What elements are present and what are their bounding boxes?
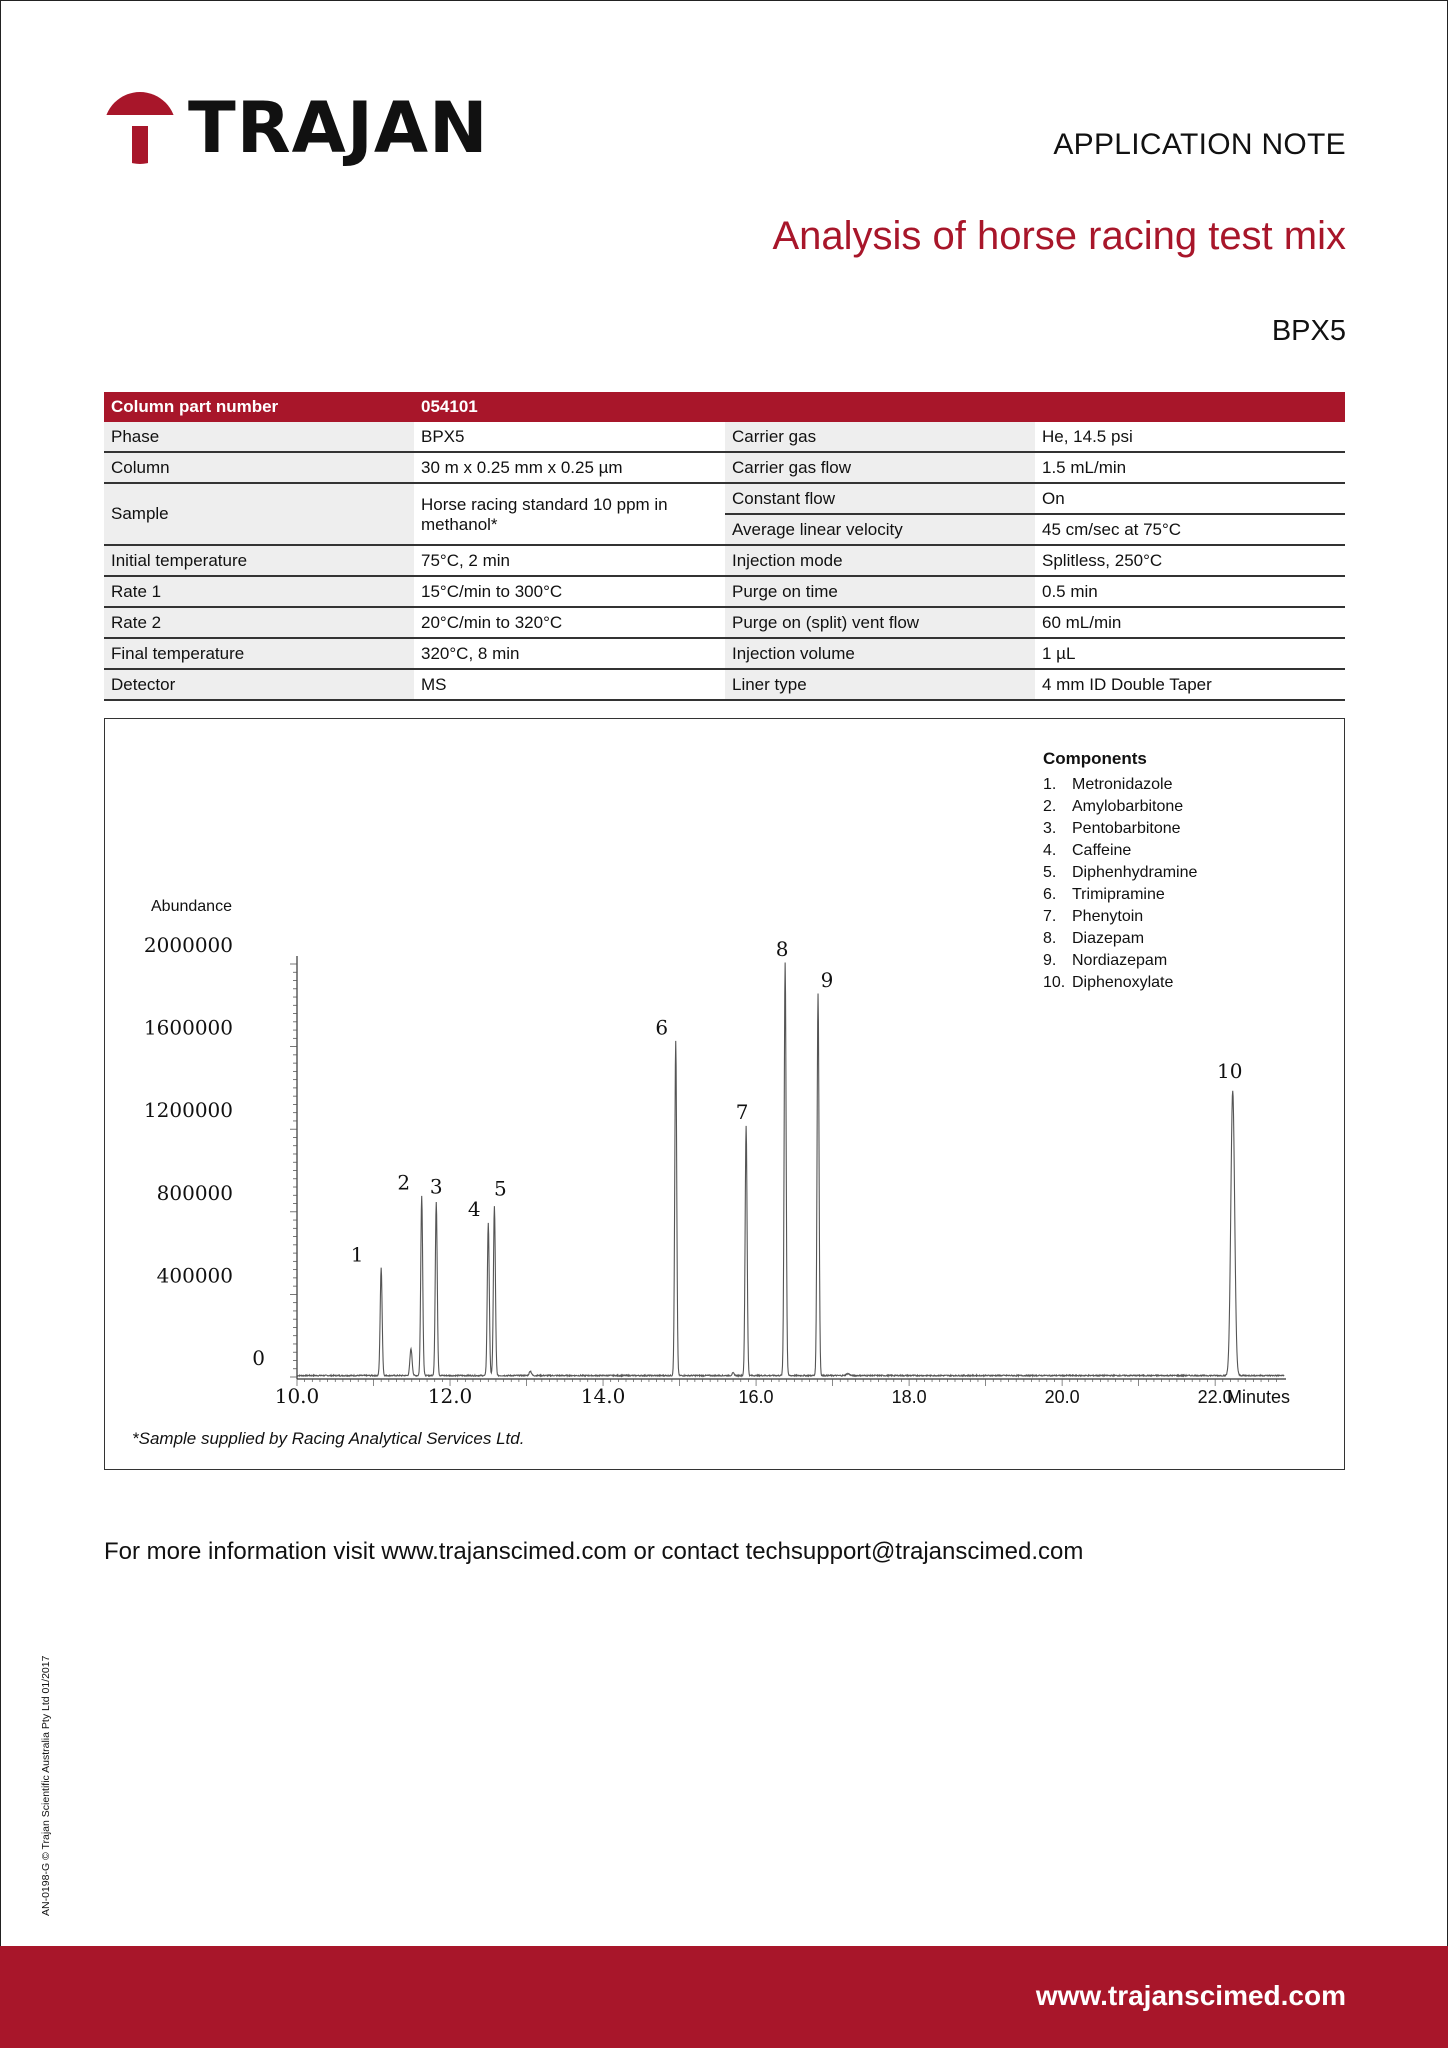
table-row: [104, 452, 1345, 483]
spec-value: 4 mm ID Double Taper: [1035, 669, 1345, 700]
spec-label: Purge on time: [725, 576, 1035, 607]
legend-item: [1043, 950, 1197, 972]
peak-label: 3: [429, 1174, 443, 1199]
peak-label: 9: [820, 967, 834, 992]
contact-info: For more information visit www.trajanscimed.com or contact techsupport@trajanscimed.com: [104, 1538, 1084, 1565]
legend-item: [1043, 796, 1197, 818]
legend-item-label: Nordiazepam: [1072, 952, 1168, 969]
spec-value: 75°C, 2 min: [414, 545, 725, 576]
spec-value: 20°C/min to 320°C: [414, 607, 725, 638]
peak-label: 2: [397, 1170, 411, 1195]
spec-label: Injection volume: [725, 638, 1035, 669]
table-row: [104, 422, 1345, 452]
chromatogram-panel: [104, 718, 1345, 1470]
spec-value: BPX5: [414, 422, 725, 452]
application-note-label: APPLICATION NOTE: [1053, 128, 1346, 161]
spec-value: Splitless, 250°C: [1035, 545, 1345, 576]
components-legend: [1043, 749, 1197, 994]
legend-item-number: 4.: [1043, 842, 1057, 859]
spec-value: 15°C/min to 300°C: [414, 576, 725, 607]
legend-item-number: 7.: [1043, 908, 1057, 925]
y-tick-label: 400000: [156, 1263, 233, 1288]
x-tick-label: 14.0: [580, 1384, 626, 1408]
document-code: AN-0198-G © Trajan Scientific Australia Pty Ltd 01/2017: [40, 1655, 52, 1916]
spec-label: Liner type: [725, 669, 1035, 700]
legend-item-number: 10.: [1043, 974, 1066, 991]
legend-item-label: Caffeine: [1072, 842, 1132, 859]
spec-label: Sample: [104, 483, 414, 545]
table-row: [104, 669, 1345, 700]
spec-label: Final temperature: [104, 638, 414, 669]
x-tick-label: 12.0: [427, 1384, 473, 1408]
table-row: [104, 576, 1345, 607]
column-part-number-label: Column part number: [104, 392, 414, 422]
legend-item-label: Trimipramine: [1072, 886, 1165, 903]
spec-value: 320°C, 8 min: [414, 638, 725, 669]
spec-label: Carrier gas flow: [725, 452, 1035, 483]
page-title: Analysis of horse racing test mix: [772, 214, 1346, 258]
spec-label: Carrier gas: [725, 422, 1035, 452]
y-tick-label: 800000: [156, 1180, 233, 1205]
legend-item-number: 6.: [1043, 886, 1057, 903]
legend-item-number: 2.: [1043, 798, 1057, 815]
legend-item: [1043, 906, 1197, 928]
y-tick-label: 0: [252, 1346, 265, 1370]
spec-value: 30 m x 0.25 mm x 0.25 µm: [414, 452, 725, 483]
y-tick-label: 1600000: [143, 1015, 233, 1040]
x-tick-label: 10.0: [274, 1384, 320, 1408]
specifications-table: [104, 392, 1345, 701]
spec-value: 0.5 min: [1035, 576, 1345, 607]
spec-label: Constant flow: [725, 483, 1035, 514]
trajan-logo: [104, 87, 489, 169]
spec-value: 60 mL/min: [1035, 607, 1345, 638]
legend-item-label: Phenytoin: [1072, 908, 1144, 925]
legend-item-number: 9.: [1043, 952, 1057, 969]
spec-label: Initial temperature: [104, 545, 414, 576]
peak-label: 1: [350, 1242, 364, 1267]
legend-item-label: Diazepam: [1072, 930, 1145, 947]
legend-item-label: Diphenhydramine: [1072, 864, 1198, 881]
footer-website-link[interactable]: www.trajanscimed.com: [1035, 1980, 1346, 2011]
spec-label: Purge on (split) vent flow: [725, 607, 1035, 638]
table-row: [104, 545, 1345, 576]
spec-label: Phase: [104, 422, 414, 452]
legend-item-label: Pentobarbitone: [1072, 820, 1181, 837]
spec-value: 1.5 mL/min: [1035, 452, 1345, 483]
peak-label: 6: [655, 1015, 669, 1040]
x-tick-label: 20.0: [1044, 1387, 1080, 1407]
table-row: [104, 607, 1345, 638]
spec-label: Detector: [104, 669, 414, 700]
table-row: [104, 483, 1345, 514]
x-tick-label: 16.0: [738, 1387, 774, 1407]
legend-item-label: Metronidazole: [1072, 776, 1173, 793]
spec-value: MS: [414, 669, 725, 700]
x-tick-label: 22.0: [1197, 1387, 1233, 1407]
sample-footnote: *Sample supplied by Racing Analytical Services Ltd.: [132, 1429, 525, 1448]
y-tick-label: 2000000: [143, 933, 233, 957]
legend-item: [1043, 972, 1197, 994]
spec-label: Rate 2: [104, 607, 414, 638]
x-axis-title: Minutes: [1227, 1387, 1291, 1407]
table-header-row: [104, 392, 1345, 422]
legend-title: Components: [1043, 749, 1147, 768]
spec-label: Average linear velocity: [725, 514, 1035, 545]
spec-value: On: [1035, 483, 1345, 514]
x-tick-label: 18.0: [891, 1387, 927, 1407]
y-tick-label: 1200000: [143, 1098, 233, 1123]
legend-item: [1043, 818, 1197, 840]
peak-label: 7: [735, 1100, 749, 1125]
legend-item-number: 3.: [1043, 820, 1057, 837]
spec-value: 45 cm/sec at 75°C: [1035, 514, 1345, 545]
column-part-number-value: 054101: [414, 392, 1345, 422]
legend-item: [1043, 928, 1197, 950]
peak-label: 10: [1217, 1059, 1243, 1084]
peak-label: 8: [775, 937, 789, 961]
legend-item: [1043, 862, 1197, 884]
logo-wordmark: TRAJAN: [188, 87, 489, 169]
legend-item: [1043, 840, 1197, 862]
spec-label: Column: [104, 452, 414, 483]
legend-item-number: 5.: [1043, 864, 1057, 881]
legend-item: [1043, 774, 1197, 796]
legend-item-label: Diphenoxylate: [1072, 974, 1174, 991]
spec-value: 1 µL: [1035, 638, 1345, 669]
spec-value: Horse racing standard 10 ppm in methanol*: [414, 483, 725, 545]
peak-label: 4: [467, 1197, 481, 1222]
y-axis-title: Abundance: [151, 898, 232, 915]
legend-item-number: 1.: [1043, 776, 1057, 793]
chromatogram-trace: [297, 962, 1284, 1376]
trajan-logo-mark-icon: [104, 90, 176, 166]
column-phase-subtitle: BPX5: [1271, 315, 1346, 347]
spec-label: Injection mode: [725, 545, 1035, 576]
spec-label: Rate 1: [104, 576, 414, 607]
table-row: [104, 638, 1345, 669]
peak-label: 5: [494, 1176, 507, 1201]
legend-item: [1043, 884, 1197, 906]
spec-value: He, 14.5 psi: [1035, 422, 1345, 452]
legend-item-number: 8.: [1043, 930, 1057, 947]
legend-item-label: Amylobarbitone: [1072, 798, 1184, 815]
